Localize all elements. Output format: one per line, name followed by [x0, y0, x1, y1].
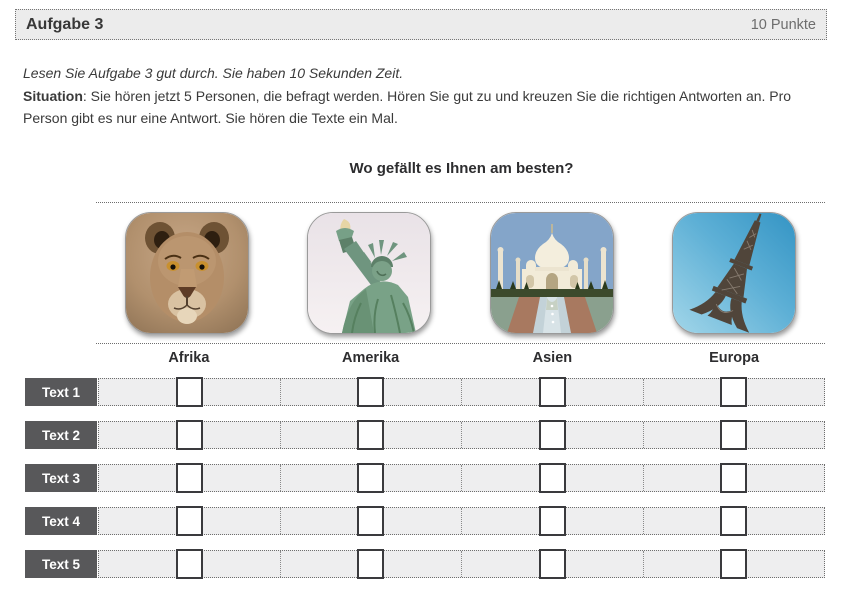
row-cells-text-4 [98, 507, 825, 535]
cell-text1-afrika [99, 379, 281, 405]
statue-of-liberty-photo [307, 212, 431, 334]
row-cells-text-5 [98, 550, 825, 578]
checkbox-text3-asien[interactable] [539, 463, 566, 493]
answer-row-text-4 [25, 507, 825, 535]
instruction-intro: Lesen Sie Aufgabe 3 gut durch. Sie haben 10 Sekunden Zeit. [23, 65, 404, 81]
checkbox-text2-amerika[interactable] [357, 420, 384, 450]
cell-text3-afrika [99, 465, 281, 491]
cell-text4-amerika [281, 508, 463, 534]
instructions-block [23, 62, 829, 130]
cell-text3-europa [644, 465, 825, 491]
cell-text5-amerika [281, 551, 463, 577]
task-header-bar [15, 9, 827, 40]
checkbox-text5-asien[interactable] [539, 549, 566, 579]
cell-text2-asien [462, 422, 644, 448]
cell-text4-europa [644, 508, 825, 534]
cell-text2-amerika [281, 422, 463, 448]
cell-text5-europa [644, 551, 825, 577]
answer-row-text-5 [25, 550, 825, 578]
image-cell-afrika [96, 203, 278, 343]
question-title: Wo gefällt es Ihnen am besten? [349, 160, 574, 177]
checkbox-text1-europa[interactable] [720, 377, 747, 407]
row-cells-text-2 [98, 421, 825, 449]
row-label-text-4: Text 4 [25, 507, 97, 535]
image-cell-europa [643, 203, 825, 343]
checkbox-text3-europa[interactable] [720, 463, 747, 493]
column-header-europa: Europa [709, 350, 760, 366]
image-cell-asien [461, 203, 643, 343]
cell-text1-amerika [281, 379, 463, 405]
eiffel-tower-photo [672, 212, 796, 334]
lioness-photo [125, 212, 249, 334]
checkbox-text2-asien[interactable] [539, 420, 566, 450]
cell-text4-afrika [99, 508, 281, 534]
column-header-asien: Asien [532, 350, 573, 366]
answer-row-text-3 [25, 464, 825, 492]
taj-mahal-photo [490, 212, 614, 334]
checkbox-text1-afrika[interactable] [176, 377, 203, 407]
column-header-amerika: Amerika [342, 350, 400, 366]
checkbox-text5-europa[interactable] [720, 549, 747, 579]
checkbox-text1-amerika[interactable] [357, 377, 384, 407]
task-title: Aufgabe 3 [26, 15, 104, 33]
cell-text5-asien [462, 551, 644, 577]
checkbox-text1-asien[interactable] [539, 377, 566, 407]
cell-text1-asien [462, 379, 644, 405]
cell-text2-europa [644, 422, 825, 448]
row-label-text-3: Text 3 [25, 464, 97, 492]
answer-row-text-2 [25, 421, 825, 449]
checkbox-text3-afrika[interactable] [176, 463, 203, 493]
row-label-text-1: Text 1 [25, 378, 97, 406]
situation-text: : Sie hören jetzt 5 Personen, die befragt werden. Hören Sie gut zu und kreuzen Sie die richtigen Antworten an. Pro Person gibt es nur eine Antwort. Sie hören die Texte ein Mal. [23, 87, 792, 126]
cell-text3-asien [462, 465, 644, 491]
row-label-text-5: Text 5 [25, 550, 97, 578]
checkbox-text4-europa[interactable] [720, 506, 747, 536]
situation-paragraph [23, 85, 829, 130]
row-cells-text-3 [98, 464, 825, 492]
checkbox-text4-afrika[interactable] [176, 506, 203, 536]
situation-label: Situation [23, 87, 83, 104]
cell-text1-europa [644, 379, 825, 405]
points-label: 10 Punkte [750, 16, 816, 33]
column-headers [98, 350, 825, 366]
answer-row-text-1 [25, 378, 825, 406]
checkbox-text4-amerika[interactable] [357, 506, 384, 536]
column-header-afrika: Afrika [168, 350, 210, 366]
checkbox-text2-afrika[interactable] [176, 420, 203, 450]
checkbox-text5-amerika[interactable] [357, 549, 384, 579]
row-cells-text-1 [98, 378, 825, 406]
checkbox-text2-europa[interactable] [720, 420, 747, 450]
cell-text5-afrika [99, 551, 281, 577]
cell-text2-afrika [99, 422, 281, 448]
cell-text3-amerika [281, 465, 463, 491]
cell-text4-asien [462, 508, 644, 534]
option-images-band [96, 202, 825, 344]
image-cell-amerika [278, 203, 460, 343]
checkbox-text4-asien[interactable] [539, 506, 566, 536]
checkbox-text3-amerika[interactable] [357, 463, 384, 493]
checkbox-text5-afrika[interactable] [176, 549, 203, 579]
row-label-text-2: Text 2 [25, 421, 97, 449]
